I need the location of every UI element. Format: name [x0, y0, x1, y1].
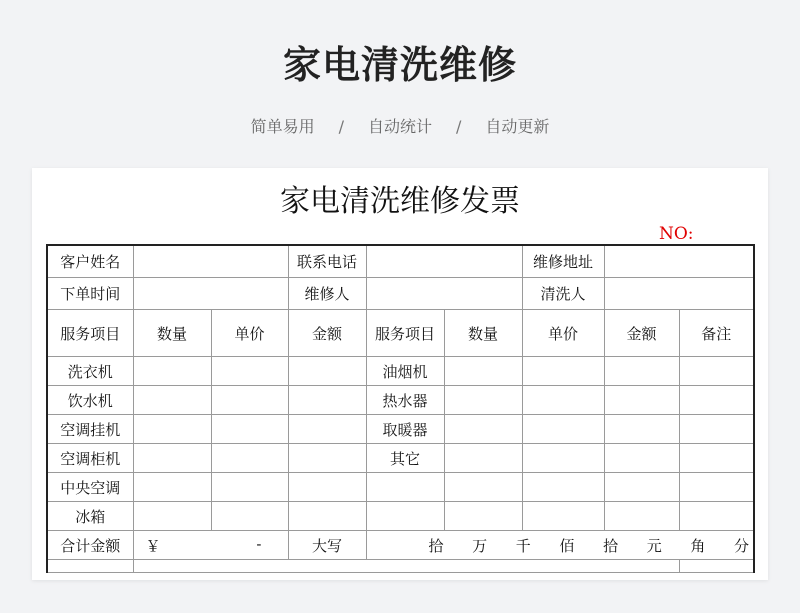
amount-cell[interactable] — [604, 502, 679, 531]
item-row — [47, 473, 754, 502]
quantity-cell[interactable] — [133, 444, 211, 473]
quantity-cell[interactable] — [444, 415, 522, 444]
address-label: 维修地址 — [522, 245, 604, 278]
cleaner-field[interactable] — [604, 278, 754, 310]
total-amount-field[interactable] — [133, 531, 288, 560]
item-row — [47, 444, 754, 473]
amount-cell[interactable] — [604, 415, 679, 444]
tag-easy: 简单易用 — [250, 117, 315, 136]
item-label-right — [366, 502, 444, 531]
item-label: 冰箱 — [47, 502, 133, 531]
header-service-item-2: 服务项目 — [366, 310, 444, 357]
item-row — [47, 386, 754, 415]
unit-price-cell[interactable] — [211, 415, 288, 444]
remarks-cell[interactable] — [679, 415, 754, 444]
unit-price-cell[interactable] — [211, 473, 288, 502]
quantity-cell[interactable] — [133, 415, 211, 444]
total-label: 合计金额 — [47, 531, 133, 560]
capital-amount-field[interactable] — [366, 531, 754, 560]
amount-cell[interactable] — [604, 357, 679, 386]
unit-price-cell[interactable] — [522, 444, 604, 473]
unit-qian: 千 — [515, 536, 531, 555]
amount-cell[interactable] — [604, 386, 679, 415]
item-label-right: 取暖器 — [366, 415, 444, 444]
order-row — [47, 278, 754, 310]
quantity-cell[interactable] — [133, 473, 211, 502]
unit-price-cell[interactable] — [522, 386, 604, 415]
cleaner-label: 清洗人 — [522, 278, 604, 310]
item-label: 洗衣机 — [47, 357, 133, 386]
item-row — [47, 415, 754, 444]
unit-price-cell[interactable] — [211, 502, 288, 531]
unit-yuan: 元 — [646, 536, 662, 555]
item-row — [47, 357, 754, 386]
remarks-cell[interactable] — [679, 444, 754, 473]
customer-name-field[interactable] — [133, 245, 288, 278]
unit-price-cell[interactable] — [211, 357, 288, 386]
tag-separator: / — [338, 117, 344, 136]
total-row — [47, 531, 754, 560]
header-row — [47, 310, 754, 357]
remarks-cell[interactable] — [679, 386, 754, 415]
unit-bai: 佰 — [559, 536, 575, 555]
quantity-cell[interactable] — [133, 357, 211, 386]
quantity-cell[interactable] — [133, 386, 211, 415]
unit-wan: 万 — [472, 536, 488, 555]
repairer-label: 维修人 — [288, 278, 366, 310]
bottom-cell — [133, 560, 679, 573]
invoice-table — [46, 244, 755, 573]
amount-cell[interactable] — [288, 415, 366, 444]
amount-cell[interactable] — [604, 444, 679, 473]
amount-cell[interactable] — [288, 357, 366, 386]
invoice-card — [32, 168, 768, 580]
invoice-number-label: NO: — [659, 224, 694, 244]
order-time-field[interactable] — [133, 278, 288, 310]
phone-field[interactable] — [366, 245, 522, 278]
order-time-label: 下单时间 — [47, 278, 133, 310]
bottom-cell — [679, 560, 754, 573]
address-field[interactable] — [604, 245, 754, 278]
item-label-right: 其它 — [366, 444, 444, 473]
quantity-cell[interactable] — [444, 473, 522, 502]
item-label-right: 油烟机 — [366, 357, 444, 386]
quantity-cell[interactable] — [444, 444, 522, 473]
tag-separator: / — [456, 117, 462, 136]
bottom-cell — [47, 560, 133, 573]
phone-label: 联系电话 — [288, 245, 366, 278]
item-row — [47, 502, 754, 531]
quantity-cell[interactable] — [444, 502, 522, 531]
amount-cell[interactable] — [604, 473, 679, 502]
amount-cell[interactable] — [288, 444, 366, 473]
unit-price-cell[interactable] — [211, 444, 288, 473]
item-label-right — [366, 473, 444, 502]
amount-cell[interactable] — [288, 473, 366, 502]
unit-price-cell[interactable] — [522, 415, 604, 444]
unit-shi-2: 拾 — [603, 536, 619, 555]
item-label: 饮水机 — [47, 386, 133, 415]
item-label: 空调柜机 — [47, 444, 133, 473]
item-label: 中央空调 — [47, 473, 133, 502]
remarks-cell[interactable] — [679, 357, 754, 386]
customer-name-label: 客户姓名 — [47, 245, 133, 278]
header-amount: 金额 — [288, 310, 366, 357]
remarks-cell[interactable] — [679, 473, 754, 502]
feature-tags — [0, 114, 800, 137]
unit-fen: 分 — [733, 536, 749, 555]
unit-price-cell[interactable] — [522, 473, 604, 502]
header-remarks: 备注 — [679, 310, 754, 357]
unit-price-cell[interactable] — [522, 502, 604, 531]
unit-jiao: 角 — [690, 536, 706, 555]
currency-symbol: ￥ — [145, 536, 161, 555]
quantity-cell[interactable] — [444, 357, 522, 386]
amount-cell[interactable] — [288, 502, 366, 531]
total-dash: - — [256, 534, 262, 553]
unit-price-cell[interactable] — [522, 357, 604, 386]
item-label-right: 热水器 — [366, 386, 444, 415]
remarks-cell[interactable] — [679, 502, 754, 531]
repairer-field[interactable] — [366, 278, 522, 310]
header-quantity-2: 数量 — [444, 310, 522, 357]
quantity-cell[interactable] — [444, 386, 522, 415]
item-label: 空调挂机 — [47, 415, 133, 444]
header-service-item: 服务项目 — [47, 310, 133, 357]
amount-cell[interactable] — [288, 386, 366, 415]
bottom-row — [47, 560, 754, 573]
customer-row — [47, 245, 754, 278]
unit-shi: 拾 — [428, 536, 444, 555]
tag-auto-stats: 自动统计 — [367, 117, 432, 136]
header-unit-price-2: 单价 — [522, 310, 604, 357]
unit-price-cell[interactable] — [211, 386, 288, 415]
tag-auto-update: 自动更新 — [485, 117, 550, 136]
invoice-title: 家电清洗维修发票 — [280, 184, 520, 219]
capital-label: 大写 — [288, 531, 366, 560]
header-amount-2: 金额 — [604, 310, 679, 357]
header-quantity: 数量 — [133, 310, 211, 357]
quantity-cell[interactable] — [133, 502, 211, 531]
page-title: 家电清洗维修 — [282, 43, 517, 87]
header-unit-price: 单价 — [211, 310, 288, 357]
